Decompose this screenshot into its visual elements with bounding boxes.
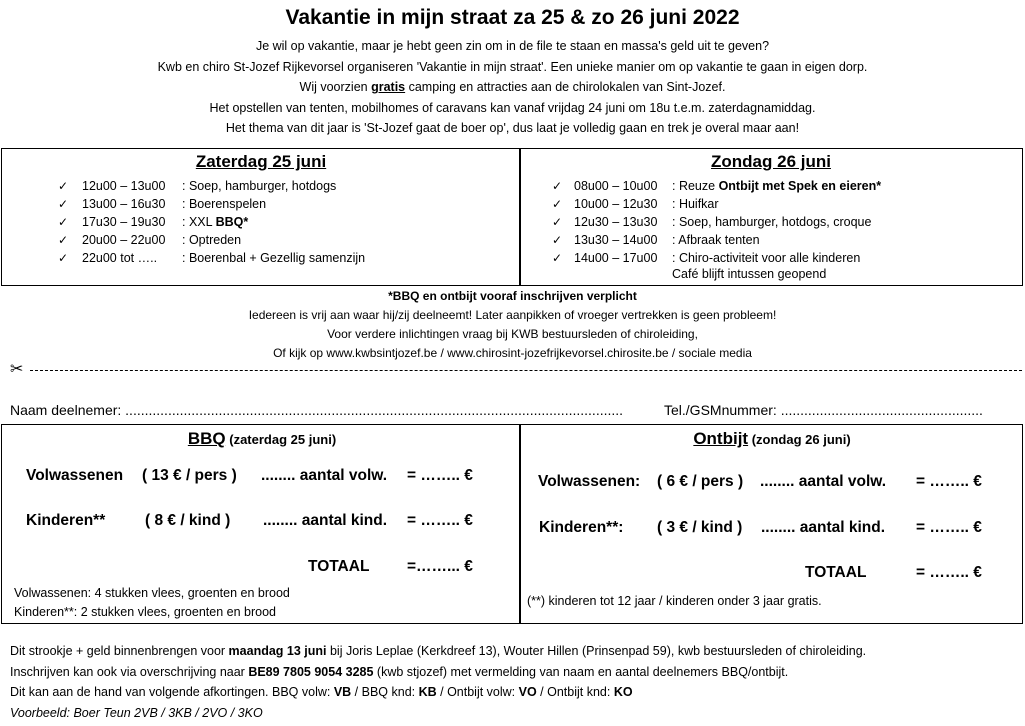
bbq-adult-note: Volwassenen: 4 stukken vlees, groenten en brood xyxy=(14,586,290,600)
phone-field[interactable]: Tel./GSMnummer: .................................................... xyxy=(664,402,983,418)
checkmark-icon: ✓ xyxy=(58,233,69,247)
schedule-activity: : Boerenbal + Gezellig samenzijn xyxy=(182,251,366,265)
sunday-schedule-item xyxy=(552,249,1022,267)
bbq-title: BBQ xyxy=(187,429,226,448)
ontbijt-kid-label: Kinderen**: xyxy=(539,519,624,536)
ontbijt-subtitle: (zondag 26 juni) xyxy=(748,432,851,447)
cut-line xyxy=(30,370,1022,371)
schedule-activity: : Reuze Ontbijt met Spek en eieren* xyxy=(672,179,882,193)
websites-line: Of kijk op www.kwbsintjozef.be / www.chirosint-jozefrijkevorsel.chirosite.be / sociale media xyxy=(273,346,752,360)
notes xyxy=(0,287,1025,363)
intro-line: Kwb en chiro St-Jozef Rijkevorsel organiseren 'Vakantie in mijn straat'. Een unieke manier om op vakantie te gaan in eigen dorp. xyxy=(157,59,868,74)
sunday-schedule-item xyxy=(552,195,1022,213)
sunday-schedule-item xyxy=(552,213,1022,231)
registration-note: *BBQ en ontbijt vooraf inschrijven verplicht xyxy=(388,289,637,303)
schedule-time: 10u00 – 12u30 xyxy=(574,197,658,211)
schedule-activity: : XXL BBQ* xyxy=(182,215,249,229)
scissors-icon: ✂ xyxy=(10,359,24,378)
saturday-title: Zaterdag 25 juni xyxy=(195,152,327,171)
schedule-time: 12u00 – 13u00 xyxy=(82,179,166,193)
bbq-adult-label: Volwassenen xyxy=(26,467,124,484)
sunday-schedule-item xyxy=(552,231,1022,249)
checkmark-icon: ✓ xyxy=(58,251,69,265)
name-field[interactable]: Naam deelnemer: ................................................................................................................................ xyxy=(10,402,624,418)
bbq-total-field[interactable]: =……... € xyxy=(407,558,473,575)
schedule-activity: : Soep, hamburger, hotdogs, croque xyxy=(672,215,872,229)
ontbijt-adult-count-field[interactable]: ........ aantal volw. xyxy=(760,473,887,490)
abbreviations-line: Dit kan aan de hand van volgende afkortingen. BBQ volw: VB / BBQ knd: KB / Ontbijt volw: VO / Ontbijt knd: KO xyxy=(10,685,633,699)
bbq-kid-count-field[interactable]: ........ aantal kind. xyxy=(263,512,388,529)
bbq-kid-price: ( 8 € / kind ) xyxy=(145,512,231,529)
bbq-form-box xyxy=(1,424,521,624)
ontbijt-form-box xyxy=(519,424,1023,624)
intro-line: Je wil op vakantie, maar je hebt geen zin om in de file te staan en massa's geld uit te geven? xyxy=(255,39,770,53)
sunday-schedule-item xyxy=(552,177,1022,195)
ontbijt-heading xyxy=(520,429,1024,449)
checkmark-icon: ✓ xyxy=(58,215,69,229)
saturday-schedule-item xyxy=(58,231,518,249)
saturday-schedule-box xyxy=(1,148,521,286)
ontbijt-kid-price: ( 3 € / kind ) xyxy=(657,519,743,536)
bbq-kid-amount-field[interactable]: = …….. € xyxy=(407,512,473,529)
schedule-activity: : Huifkar xyxy=(672,197,719,211)
schedule-time: 13u30 – 14u00 xyxy=(574,233,658,247)
saturday-schedule-item xyxy=(58,249,518,267)
bbq-adult-price: ( 13 € / pers ) xyxy=(142,467,237,484)
note-line: Voor verdere inlichtingen vraag bij KWB bestuursleden of chiroleiding, xyxy=(327,327,698,341)
schedule-activity: : Soep, hamburger, hotdogs xyxy=(182,179,337,193)
checkmark-icon: ✓ xyxy=(552,197,563,211)
schedule-activity: : Afbraak tenten xyxy=(672,233,760,247)
bbq-kid-note: Kinderen**: 2 stukken vlees, groenten en brood xyxy=(14,605,276,619)
cafe-note: Café blijft intussen geopend xyxy=(672,267,827,281)
sunday-schedule-box xyxy=(519,148,1023,286)
bbq-total-label: TOTAAL xyxy=(308,558,370,575)
ontbijt-title: Ontbijt xyxy=(693,429,749,448)
ontbijt-adult-label: Volwassenen: xyxy=(538,473,641,490)
deadline-date: maandag 13 juni xyxy=(228,644,327,658)
schedule-activity: : Boerenspelen xyxy=(182,197,267,211)
sunday-list xyxy=(552,177,1022,267)
deadline-line: Dit strookje + geld binnenbrengen voor maandag 13 juni bij Joris Leplae (Kerkdreef 13), Wouter Hillen (Prinsenpad 59), kwb bestuursleden of chiroleiding. xyxy=(10,644,867,658)
schedule-time: 22u00 tot ….. xyxy=(82,251,158,265)
ontbijt-age-note: (**) kinderen tot 12 jaar / kinderen onder 3 jaar gratis. xyxy=(527,594,822,608)
ontbijt-total-label: TOTAAL xyxy=(805,564,867,581)
schedule-time: 14u00 – 17u00 xyxy=(574,251,658,265)
checkmark-icon: ✓ xyxy=(58,197,69,211)
schedule-time: 13u00 – 16u30 xyxy=(82,197,166,211)
schedule-time: 12u30 – 13u30 xyxy=(574,215,658,229)
ontbijt-adult-amount-field[interactable]: = …….. € xyxy=(916,473,982,490)
checkmark-icon: ✓ xyxy=(552,179,563,193)
bbq-adult-amount-field[interactable]: = …….. € xyxy=(407,467,473,484)
schedule-activity: : Optreden xyxy=(182,233,242,247)
schedule-time: 20u00 – 22u00 xyxy=(82,233,166,247)
bbq-heading xyxy=(2,429,522,449)
schedule-activity: : Chiro-activiteit voor alle kinderen xyxy=(672,251,861,265)
checkmark-icon: ✓ xyxy=(552,215,563,229)
saturday-list xyxy=(58,177,518,267)
iban: BE89 7805 9054 3285 xyxy=(248,664,374,679)
footer xyxy=(10,641,866,723)
saturday-schedule-item xyxy=(58,213,518,231)
bbq-adult-count-field[interactable]: ........ aantal volw. xyxy=(261,467,388,484)
ontbijt-total-field[interactable]: = …….. € xyxy=(916,564,982,581)
page-title: Vakantie in mijn straat za 25 & zo 26 juni 2022 xyxy=(285,6,740,29)
saturday-schedule-item xyxy=(58,195,518,213)
ontbijt-kid-amount-field[interactable]: = …….. € xyxy=(916,519,982,536)
ontbijt-kid-count-field[interactable]: ........ aantal kind. xyxy=(761,519,886,536)
example-line: Voorbeeld: Boer Teun 2VB / 3KB / 2VO / 3KO xyxy=(10,705,263,720)
note-line: Iedereen is vrij aan waar hij/zij deelneemt! Later aanpikken of vroeger vertrekken is geen probleem! xyxy=(248,308,777,322)
intro-line: Het opstellen van tenten, mobilhomes of caravans kan vanaf vrijdag 24 juni om 18u t.e.m. zaterdagnamiddag. xyxy=(209,100,816,115)
checkmark-icon: ✓ xyxy=(58,179,69,193)
intro-text xyxy=(0,36,1025,139)
gratis-emphasis: gratis xyxy=(371,80,406,94)
transfer-line: Inschrijven kan ook via overschrijving naar BE89 7805 9054 3285 (kwb stjozef) met vermelding van naam en aantal deelnemers BBQ/ontbijt. xyxy=(10,664,789,679)
ontbijt-adult-price: ( 6 € / pers ) xyxy=(657,473,744,490)
bbq-kid-label: Kinderen** xyxy=(26,512,106,529)
bbq-subtitle: (zaterdag 25 juni) xyxy=(225,432,337,447)
intro-line: Wij voorzien gratis camping en attracties aan de chirolokalen van Sint-Jozef. xyxy=(299,80,726,94)
schedule-time: 17u30 – 19u30 xyxy=(82,215,166,229)
schedule-time: 08u00 – 10u00 xyxy=(574,179,658,193)
checkmark-icon: ✓ xyxy=(552,251,563,265)
saturday-schedule-item xyxy=(58,177,518,195)
checkmark-icon: ✓ xyxy=(552,233,563,247)
intro-line: Het thema van dit jaar is 'St-Jozef gaat de boer op', dus laat je volledig gaan en trek je overal maar aan! xyxy=(225,121,800,135)
sunday-title: Zondag 26 juni xyxy=(711,152,831,171)
